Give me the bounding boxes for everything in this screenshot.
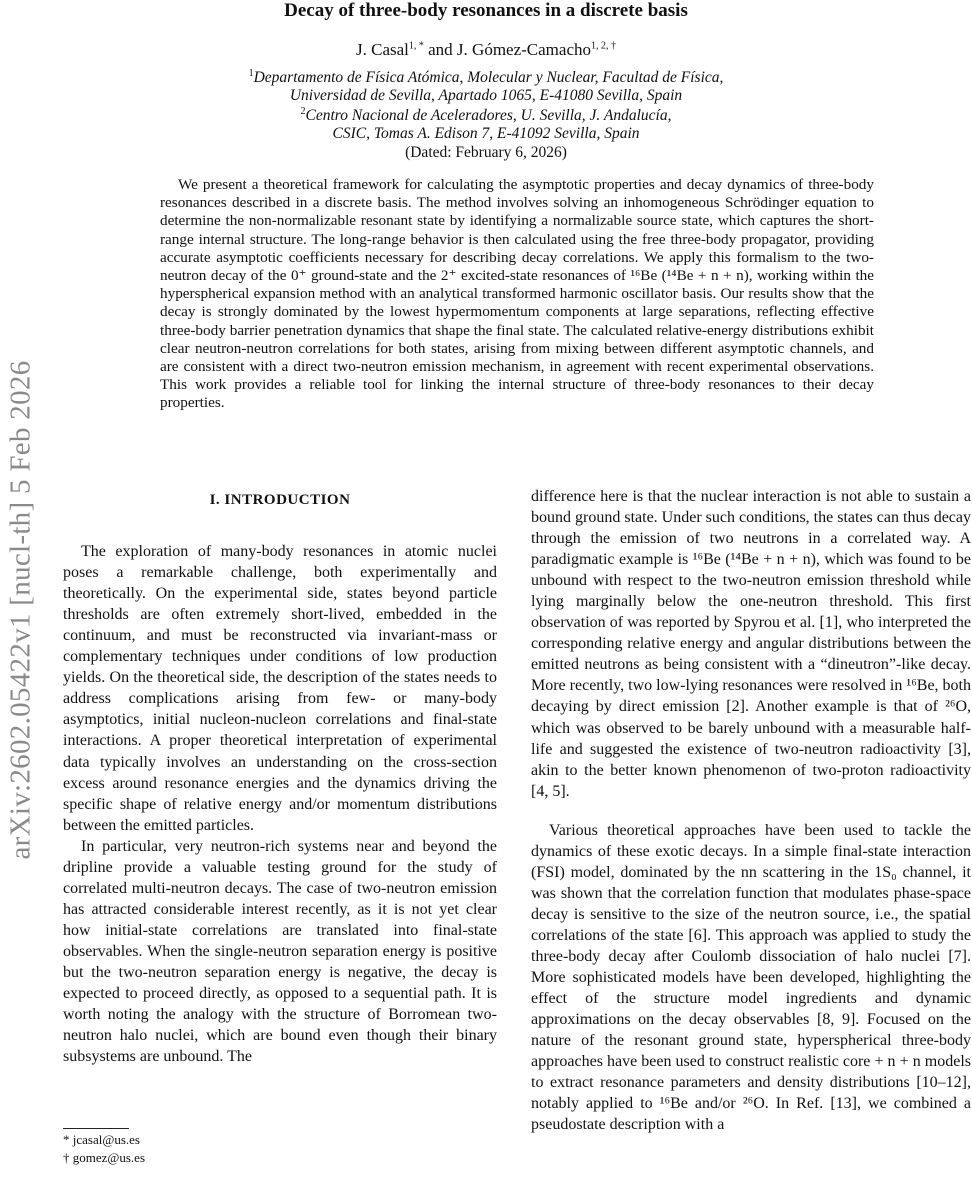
paragraph: The exploration of many-body resonances in atomic nuclei poses a remarkable challenge, both experimentally and theoretically. On the experimental side, states beyond particle thresholds are often extremely short-lived, embedded in the continuum, and must be reconstructed via invariant-mass or complementary techniques under conditions of low production yields. On the theoretical side, the description of the states needs to address complications arising from few- or many-body asymptotics, initial nucleon-nucleon correlations and final-state interactions. A proper theoretical interpretation of experimental data typically involves an understanding on the cross-section excess around resonance energies and the dynamics driving the specific shape of relative energy and/or momentum distributions between the emitted particles. — [63, 543, 497, 834]
affiliation-line-4: CSIC, Tomas A. Edison 7, E-41092 Sevilla, Spain — [332, 125, 640, 142]
paragraph: difference here is that the nuclear interaction is not able to sustain a bound ground state. Under such conditions, the states can thus decay through the emission of two neutrons in a correlated way. A paradigmatic example is ¹⁶Be (¹⁴Be + n + n), which was found to be unbound with respect to the two-neutron emission threshold while lying marginally below the one-neutron threshold. This first observation of was reported by Spyrou et al. [1], who interpreted the corresponding relative energy and angular distributions between the emitted neutrons as being consistent with a “dineutron”-like decay. More recently, two low-lying resonances were resolved in ¹⁶Be, both decaying by direct emission [2]. Another example is that of ²⁶O, which was observed to be barely unbound with a measurable half-life and suggested the existence of two-neutron radioactivity [3], akin to the better known phenomenon of two-proton radioactivity [4, 5]. — [531, 488, 971, 800]
author-casal: J. Casal — [355, 40, 409, 59]
footnote-email-casal: * jcasal@us.es — [63, 1132, 140, 1147]
affil-1-marker: 1 — [248, 68, 254, 79]
paragraph: In particular, very neutron-rich systems near and beyond the dripline provide a valuable testing ground for the study of correlated multi-neutron decays. The case of two-neutron emission has attracted considerable interest recently, as it is not yet clear how initial-state correlations are translated into final-state observables. When the single-neutron separation energy is positive but the two-neutron separation energy is negative, the decay is expected to proceed directly, as opposed to a sequential path. It is worth noting the analogy with the structure of Borromean two-neutron halo nuclei, which are bound even though their binary subsystems are unbound. The — [63, 837, 497, 1066]
affil-2-text: Centro Nacional de Aceleradores, U. Sevilla, J. Andalucía, — [305, 107, 672, 125]
affiliation-line-2: Universidad de Sevilla, Apartado 1065, E-41080 Sevilla, Spain — [289, 87, 683, 104]
arxiv-identifier: arXiv:2602.05422v1 [nucl-th] 5 Feb 2026 — [4, 360, 37, 860]
right-column — [531, 486, 971, 1135]
author-gomez-affil: 1, 2, † — [591, 40, 616, 52]
arxiv-sidebar — [0, 300, 42, 920]
affiliation-line-3 — [0, 106, 972, 125]
affiliation-line-1 — [0, 68, 972, 87]
paragraph: Various theoretical approaches have been used to tackle the dynamics of these exotic decays. In a simple final-state interaction (FSI) model, dominated by the nn scattering in the 1S₀ channel, it was shown that the correlation function that modulates phase-space decay is sensitive to the size of the neutron source, i.e., the spatial correlations of the state [6]. This approach was applied to study the three-body decay after Coulomb dissociation of halo nuclei [7]. More sophisticated models have been developed, highlighting the effect of the structure model ingredients and dynamic approximations on the decay observables [8, 9]. Focused on the nature of the resonant ground state, hyperspherical three-body approaches have been used to construct realistic core + n + n models to extract resonance parameters and density distributions [10–12], notably applied to ¹⁶Be and/or ²⁶O. In Ref. [13], we combined a pseudostate description with a — [531, 821, 971, 1134]
author-line — [0, 40, 972, 60]
footnote-rule — [63, 1128, 129, 1129]
section-heading: I. INTRODUCTION — [209, 492, 351, 508]
footnotes — [63, 1131, 145, 1167]
author-gomez: J. Gómez-Camacho — [456, 40, 591, 59]
paper-title: Decay of three-body resonances in a discrete basis — [284, 0, 688, 21]
dated-line: (Dated: February 6, 2026) — [405, 144, 567, 161]
left-column — [63, 484, 497, 1067]
author-and: and — [423, 40, 457, 59]
author-casal-affil: 1, * — [408, 40, 424, 52]
affil-1-text: Departamento de Física Atómica, Molecular y Nuclear, Facultad de Física, — [253, 69, 724, 87]
affil-2-marker: 2 — [300, 106, 306, 117]
abstract: We present a theoretical framework for calculating the asymptotic properties and decay dynamics of three-body resonances described in a discrete basis. The method involves solving an inhomogeneous Schrödinger equation to determine the non-normalizable resonant state by identifying a normalizable source state, which captures the short-range internal structure. The long-range behavior is then calculated using the free three-body propagator, providing accurate asymptotic coefficients necessary for describing decay correlations. We apply this formalism to the two-neutron decay of the 0⁺ ground-state and the 2⁺ excited-state resonances of ¹⁶Be (¹⁴Be + n + n), working within the hyperspherical expansion method with an analytical transformed harmonic oscillator basis. Our results show that the decay is strongly dominated by the lowest hypermomentum components at large separations, reflecting effective three-body barrier penetration dynamics that shape the final state. The calculated relative-energy distributions exhibit clear neutron-neutron correlations for both states, arising from mixing between different asymptotic channels, and are consistent with a direct two-neutron emission mechanism, in agreement with recent experimental observations. This work provides a reliable tool for linking the internal structure of three-body resonances to their decay properties. — [160, 176, 874, 412]
footnote-email-gomez: † gomez@us.es — [63, 1150, 146, 1165]
